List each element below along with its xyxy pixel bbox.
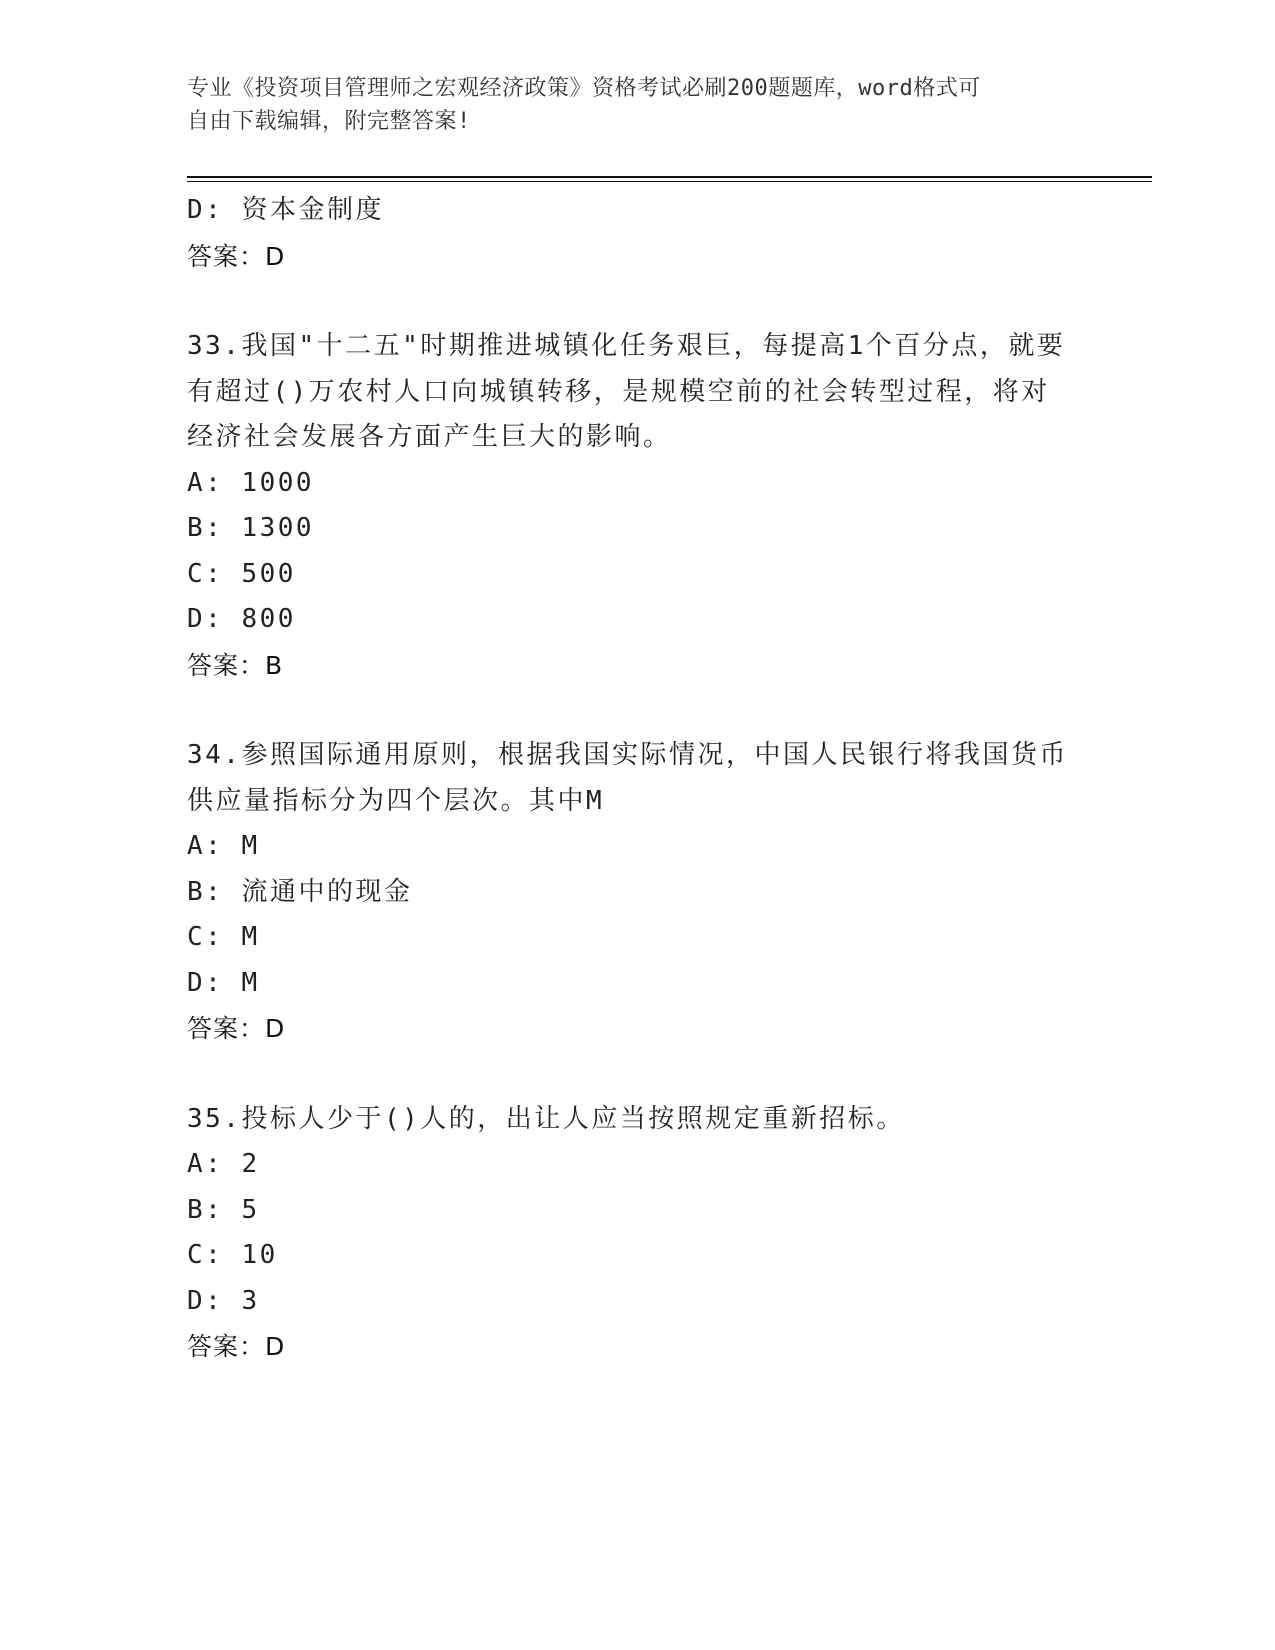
question-stem-line: 33.我国"十二五"时期推进城镇化任务艰巨，每提高1个百分点，就要 — [187, 331, 1066, 361]
question-list — [187, 188, 1087, 1370]
option-c: C: M — [187, 922, 260, 952]
answer-label: 答案：D — [187, 1014, 286, 1043]
answer-label: 答案：B — [187, 650, 284, 680]
option-d: D: 800 — [187, 604, 296, 634]
header-divider — [187, 181, 1152, 182]
option-c: C: 10 — [187, 1240, 278, 1270]
header-line: 自由下载编辑，附完整答案! — [187, 109, 471, 134]
previous-question-tail — [187, 188, 1087, 279]
question-stem-line: 供应量指标分为四个层次。其中M — [187, 785, 605, 816]
answer-label: 答案：D — [187, 241, 286, 271]
option-d: D: 资本金制度 — [187, 195, 384, 225]
header-divider — [187, 176, 1152, 178]
question-stem-line: 34.参照国际通用原则，根据我国实际情况，中国人民银行将我国货币 — [187, 740, 1068, 770]
question-stem-line: 有超过()万农村人口向城镇转移，是规模空前的社会转型过程，将对 — [187, 376, 1050, 407]
option-d: D: 3 — [187, 1285, 260, 1316]
question-35 — [187, 1097, 1087, 1370]
question-33 — [187, 324, 1087, 688]
option-a: A: M — [187, 831, 260, 861]
option-b: B: 5 — [187, 1194, 260, 1225]
header-line: 专业《投资项目管理师之宏观经济政策》资格考试必刷200题题库，word格式可 — [187, 76, 981, 101]
option-d: D: M — [187, 967, 260, 998]
question-stem-line: 35.投标人少于()人的，出让人应当按照规定重新招标。 — [187, 1103, 905, 1134]
question-34 — [187, 733, 1087, 1052]
page-header — [187, 72, 1067, 138]
option-c: C: 500 — [187, 558, 296, 589]
option-b: B: 流通中的现金 — [187, 876, 413, 907]
option-b: B: 1300 — [187, 513, 315, 543]
option-a: A: 2 — [187, 1149, 260, 1179]
answer-label: 答案：D — [187, 1332, 286, 1361]
question-stem-line: 经济社会发展各方面产生巨大的影响。 — [187, 422, 672, 452]
option-a: A: 1000 — [187, 467, 315, 498]
